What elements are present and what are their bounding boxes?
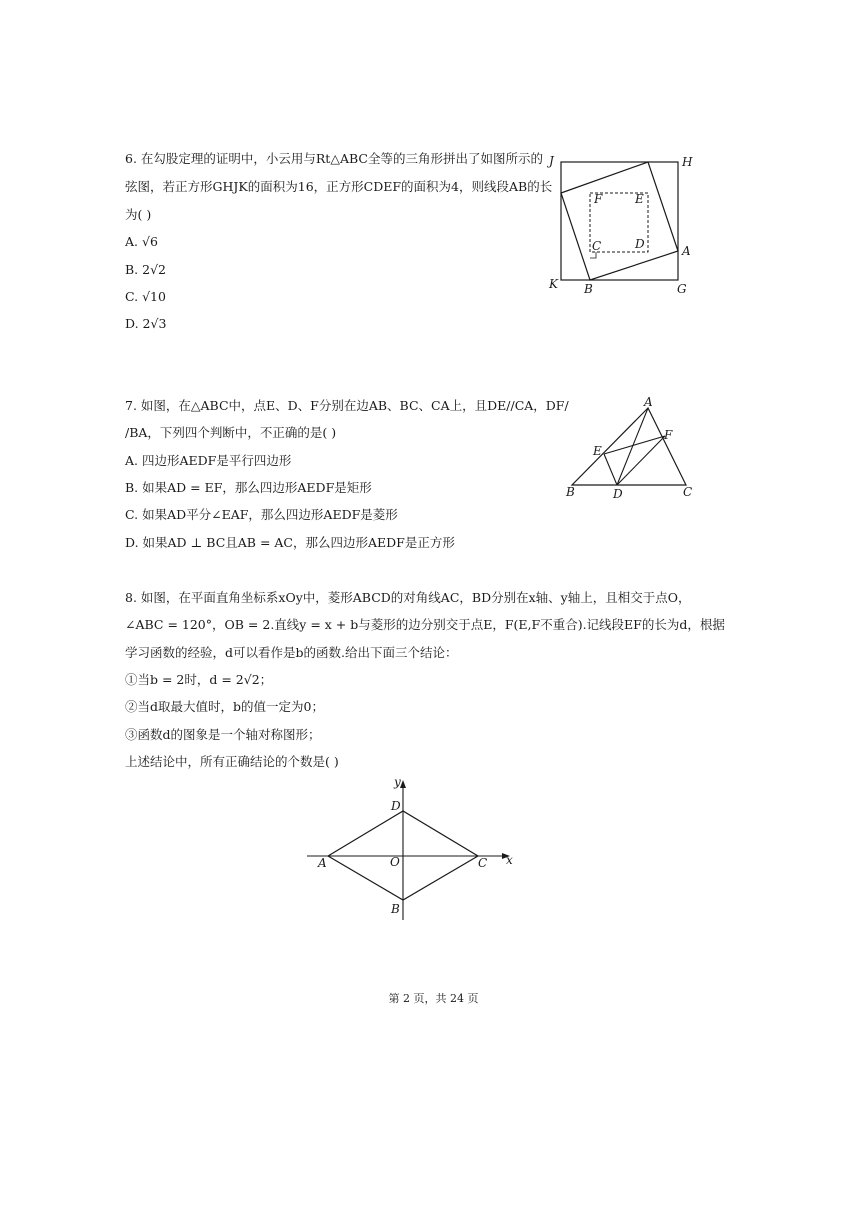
q7-option-a: A. 四边形AEDF是平行四边形: [125, 453, 292, 468]
q6-option-b: B. 2√2: [125, 262, 167, 277]
label-e: E: [593, 444, 602, 458]
q7-option-b: B. 如果AD = EF，那么四边形AEDF是矩形: [125, 480, 372, 495]
q6-line-1: 6. 在勾股定理的证明中，小云用与Rt△ABC全等的三角形拼出了如图所示的: [125, 151, 543, 166]
label-a: A: [644, 395, 653, 409]
label-g: G: [677, 282, 687, 296]
label-f: F: [664, 428, 673, 442]
q8-conclusion-3: ③函数d的图象是一个轴对称图形；: [125, 727, 321, 742]
label-d: D: [635, 237, 645, 251]
q8-line-1: 8. 如图，在平面直角坐标系xOy中，菱形ABCD的对角线AC，BD分别在x轴、y轴上，且相交于点O，: [125, 590, 691, 605]
label-b: B: [566, 485, 575, 499]
q8-line-2: ∠ABC = 120°，OB = 2.直线y = x + b与菱形的边分别交于点E，F(E,F不重合).记线段EF的长为d，根据: [125, 617, 725, 632]
q8-line-question: 上述结论中，所有正确结论的个数是( ): [125, 754, 339, 769]
label-e: E: [635, 192, 644, 206]
label-j: J: [549, 154, 554, 168]
label-h: H: [682, 155, 693, 169]
label-a: A: [318, 856, 327, 870]
label-c: C: [592, 239, 602, 253]
label-k: K: [549, 277, 558, 291]
q7-line-1: 7. 如图，在△ABC中，点E、D、F分别在边AB、BC、CA上，且DE//CA，DF/: [125, 398, 569, 413]
label-c: C: [683, 485, 693, 499]
q7-option-d: D. 如果AD ⊥ BC且AB = AC，那么四边形AEDF是正方形: [125, 535, 455, 550]
q8-conclusion-1: ①当b = 2时，d = 2√2；: [125, 672, 273, 687]
q6-option-c: C. √10: [125, 289, 166, 304]
q7-option-c: C. 如果AD平分∠EAF，那么四边形AEDF是菱形: [125, 507, 398, 522]
q8-conclusion-2: ②当d取最大值时，b的值一定为0；: [125, 699, 324, 714]
q8-line-3: 学习函数的经验，d可以看作是b的函数.给出下面三个结论：: [125, 645, 458, 660]
page-footer: 第 2 页，共 24 页: [388, 992, 479, 1005]
label-a: A: [682, 244, 691, 258]
q6-option-a: A. √6: [125, 234, 158, 249]
label-d: D: [613, 487, 623, 501]
label-b: B: [584, 282, 593, 296]
label-o: O: [390, 855, 400, 869]
label-y: y: [394, 775, 401, 789]
y-axis-arrow-icon: [400, 780, 406, 788]
label-c: C: [478, 856, 488, 870]
label-f: F: [594, 192, 603, 206]
q7-line-2: /BA，下列四个判断中，不正确的是( ): [125, 425, 337, 440]
label-d: D: [391, 799, 401, 813]
label-x: x: [506, 853, 513, 867]
q6-line-2: 弦图，若正方形GHJK的面积为16，正方形CDEF的面积为4，则线段AB的长: [125, 179, 553, 194]
label-b: B: [391, 902, 400, 916]
q6-option-d: D. 2√3: [125, 316, 167, 331]
q6-line-3: 为( ): [125, 207, 152, 222]
